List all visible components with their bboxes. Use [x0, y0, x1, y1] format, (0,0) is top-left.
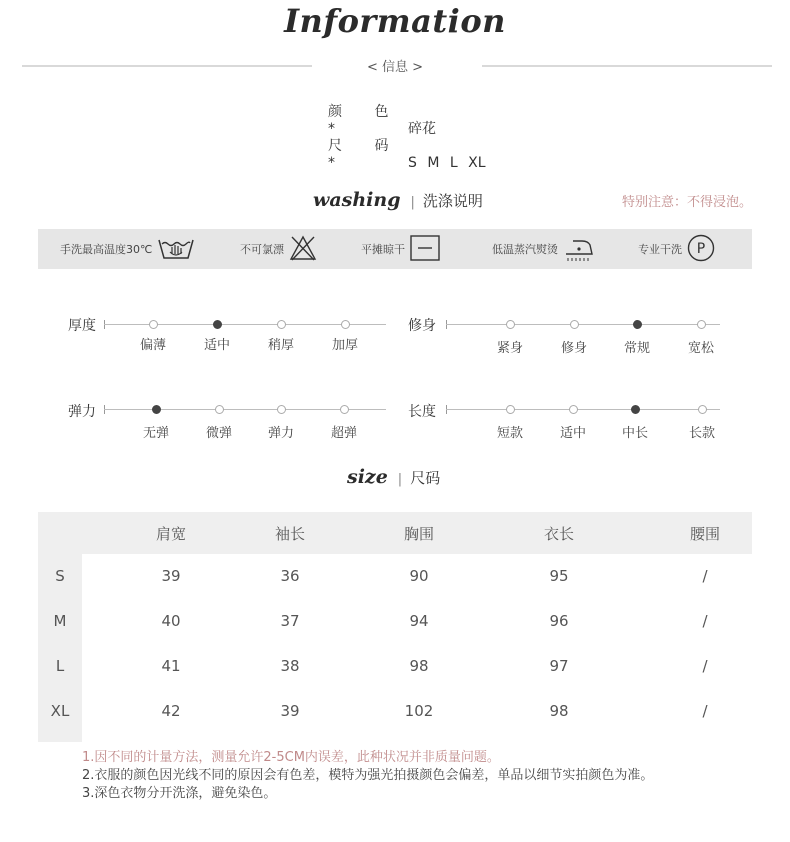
- heading-separator: |: [397, 472, 403, 487]
- washing-instructions-bar: [38, 229, 752, 269]
- table-header-cell: 衣长: [543, 525, 574, 543]
- wash-item-label: 专业干洗: [638, 243, 682, 256]
- table-cell: 36: [280, 567, 300, 585]
- scale-option: 中长: [621, 426, 648, 441]
- table-header-cell: 腰围: [689, 525, 720, 543]
- scale-label-fit: 修身: [408, 318, 436, 334]
- table-cell: 98: [409, 657, 429, 675]
- hand-wash-icon: [152, 234, 196, 265]
- scale-option: 长款: [688, 426, 715, 441]
- table-cell: 37: [280, 612, 300, 630]
- scale-dot: [277, 405, 286, 414]
- table-cell: /: [702, 567, 708, 585]
- page-title: Information: [284, 2, 506, 40]
- washing-warning: 特别注意：不得浸泡。: [622, 195, 753, 210]
- washing-title: 洗涤说明: [422, 192, 483, 210]
- scale-dot-selected: [633, 320, 642, 329]
- dry-clean-p-icon: [682, 233, 716, 266]
- color-label: 颜 色 *: [328, 104, 403, 137]
- scale-option: 宽松: [687, 341, 714, 356]
- table-cell: /: [702, 657, 708, 675]
- scale-dot: [570, 320, 579, 329]
- wash-item-dry-flat: [361, 229, 441, 269]
- table-cell: 40: [161, 612, 181, 630]
- note-line: 3.深色衣物分开洗涤，避免染色。: [82, 786, 277, 801]
- scale-dot: [697, 320, 706, 329]
- scale-option: 弹力: [267, 426, 294, 441]
- scale-dot-selected: [213, 320, 222, 329]
- table-cell: 97: [549, 657, 569, 675]
- table-cell: 102: [404, 702, 434, 720]
- wash-item-low-iron: [492, 229, 596, 269]
- scale-option: 适中: [203, 338, 230, 353]
- table-header-cell: 胸围: [403, 525, 434, 543]
- svg-text:P: P: [696, 240, 706, 257]
- scale-dot: [506, 320, 515, 329]
- color-value: 碎花: [408, 121, 436, 137]
- scale-option: 短款: [496, 426, 523, 441]
- wash-item-dry-clean: [638, 229, 716, 269]
- scale-dot: [569, 405, 578, 414]
- table-cell: 39: [280, 702, 300, 720]
- wash-item-label: 不可氯漂: [240, 243, 284, 256]
- scale-dot: [149, 320, 158, 329]
- table-row-label: L: [55, 657, 65, 675]
- scale-option: 偏薄: [139, 338, 166, 353]
- wash-item-label: 平摊晾干: [361, 243, 405, 256]
- table-cell: 95: [549, 567, 569, 585]
- size-value: S M L XL: [408, 155, 486, 171]
- table-cell: 94: [409, 612, 429, 630]
- note-line: 2.衣服的颜色因光线不同的原因会有色差，模特为强光拍摄颜色会偏差，单品以细节实拍颜色为准。: [82, 768, 654, 783]
- scale-dot: [506, 405, 515, 414]
- table-cell: 90: [409, 567, 429, 585]
- table-row-label: M: [53, 612, 67, 630]
- table-cell: 98: [549, 702, 569, 720]
- scale-option: 微弹: [205, 426, 232, 441]
- scale-option: 无弹: [142, 426, 169, 441]
- size-row: [328, 135, 486, 171]
- table-cell: 39: [161, 567, 181, 585]
- scale-line-fit: [446, 324, 720, 325]
- scale-dot-selected: [631, 405, 640, 414]
- table-cell: 38: [280, 657, 300, 675]
- scale-line-length: [446, 409, 720, 410]
- table-cell: /: [702, 702, 708, 720]
- scale-dot: [341, 320, 350, 329]
- size-label: 尺 码 *: [328, 138, 403, 171]
- no-bleach-icon: [284, 234, 318, 265]
- page-subtitle: < 信息 >: [366, 60, 424, 75]
- note-line: 1.因不同的计量方法，测量允许2-5CM内误差，此种状况并非质量问题。: [82, 750, 500, 765]
- table-row-label: S: [55, 567, 65, 585]
- scale-option: 稍厚: [267, 338, 294, 353]
- low-iron-icon: [558, 234, 596, 265]
- scale-dot: [340, 405, 349, 414]
- scale-option: 超弹: [330, 426, 357, 441]
- table-row-label: XL: [50, 702, 70, 720]
- scale-option: 适中: [559, 426, 586, 441]
- washing-script-title: washing: [313, 189, 401, 211]
- color-row: [328, 101, 436, 138]
- size-script-title: size: [347, 466, 388, 488]
- wash-item-label: 低温蒸汽熨烫: [492, 243, 558, 256]
- scale-option: 加厚: [331, 338, 358, 353]
- scale-dot: [215, 405, 224, 414]
- table-header-cell: 袖长: [274, 525, 305, 543]
- notes-block: [82, 749, 653, 803]
- wash-item-label: 手洗最高温度30℃: [60, 243, 153, 256]
- scale-label-length: 长度: [408, 404, 436, 420]
- scale-label-thickness: 厚度: [68, 318, 96, 334]
- table-cell: 96: [549, 612, 569, 630]
- scale-dot: [698, 405, 707, 414]
- wash-item-hand-wash: [60, 229, 196, 269]
- wash-item-no-bleach: [240, 229, 318, 269]
- scale-option: 修身: [560, 341, 587, 356]
- table-cell: /: [702, 612, 708, 630]
- washing-heading: [313, 189, 483, 211]
- table-header-cell: 肩宽: [155, 525, 186, 543]
- scale-dot-selected: [152, 405, 161, 414]
- table-cell: 41: [161, 657, 181, 675]
- heading-separator: |: [410, 195, 415, 210]
- scale-label-elasticity: 弹力: [68, 404, 96, 420]
- scale-dot: [277, 320, 286, 329]
- table-cell: 42: [161, 702, 181, 720]
- scale-option: 紧身: [496, 341, 523, 356]
- size-title: 尺码: [410, 469, 441, 487]
- scale-option: 常规: [623, 341, 650, 356]
- dry-flat-icon: [405, 234, 441, 265]
- size-heading: [347, 466, 440, 488]
